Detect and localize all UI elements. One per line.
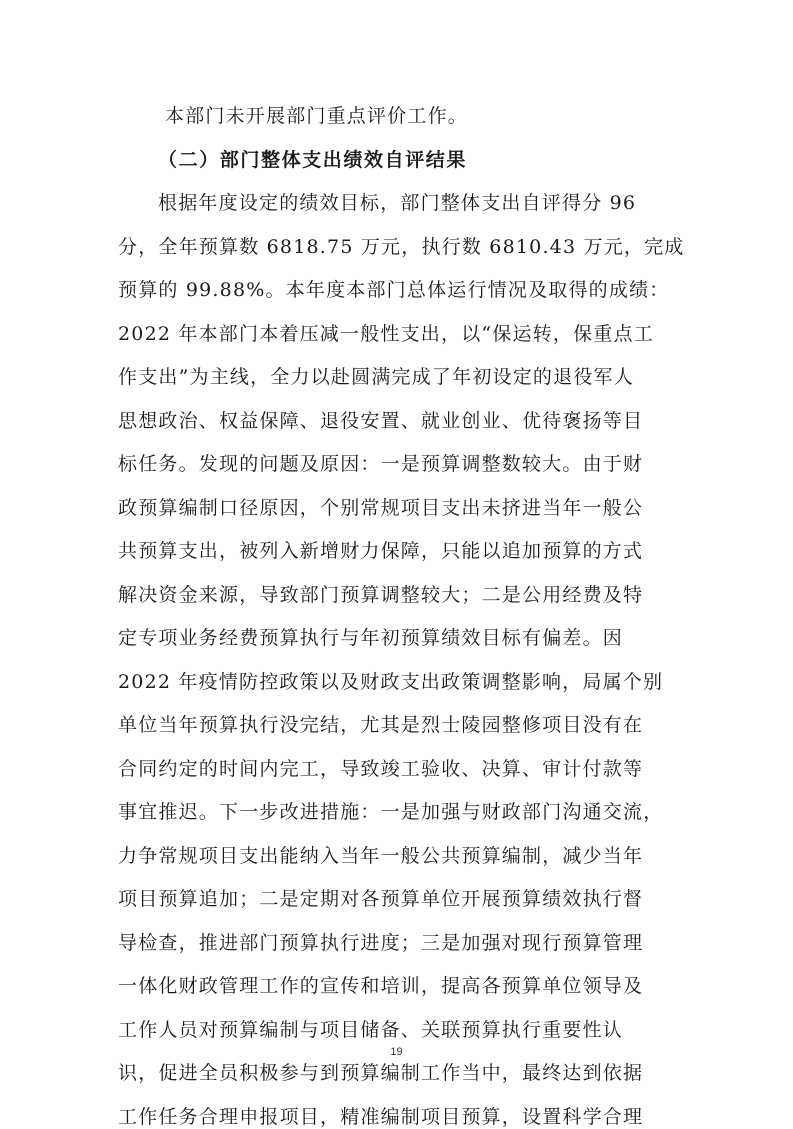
paragraph-line: 预算的 99.88%。本年度本部门总体运行情况及取得的成绩：	[118, 279, 670, 301]
paragraph-line: 一体化财政管理工作的宣传和培训，提高各预算单位领导及	[118, 975, 644, 997]
paragraph-line: 解决资金来源，导致部门预算调整较大；二是公用经费及特	[118, 584, 644, 606]
opening-line: 本部门未开展部门重点评价工作。	[165, 105, 469, 127]
paragraph-line: 分，全年预算数 6818.75 万元，执行数 6810.43 万元，完成	[118, 236, 685, 258]
paragraph-line: 合同约定的时间内完工，导致竣工验收、决算、审计付款等	[118, 758, 644, 780]
paragraph-line: 政预算编制口径原因，个别常规项目支出未挤进当年一般公	[118, 497, 644, 519]
paragraph-line: 定专项业务经费预算执行与年初预算绩效目标有偏差。因	[118, 627, 624, 649]
paragraph-line: 共预算支出，被列入新增财力保障，只能以追加预算的方式	[118, 540, 644, 562]
paragraph-line: 识，促进全员积极参与到预算编制工作当中，最终达到依据	[118, 1062, 644, 1084]
paragraph-line: 事宜推迟。下一步改进措施：一是加强与财政部门沟通交流，	[118, 801, 664, 823]
paragraph-line: 导检查，推进部门预算执行进度；三是加强对现行预算管理	[118, 932, 644, 954]
paragraph-line: 工作任务合理申报项目，精准编制项目预算，设置科学合理	[118, 1106, 644, 1128]
page-number: 19	[390, 1046, 403, 1058]
paragraph-line: 2022 年疫情防控政策以及财政支出政策调整影响，局属个别	[118, 671, 664, 693]
paragraph-line: 2022 年本部门本着压减一般性支出，以“保运转，保重点工	[118, 323, 654, 345]
paragraph-line: 力争常规项目支出能纳入当年一般公共预算编制，减少当年	[118, 845, 644, 867]
paragraph-line: 思想政治、权益保障、退役安置、就业创业、优待褒扬等目	[118, 410, 644, 432]
paragraph-line: 单位当年预算执行没完结，尤其是烈士陵园整修项目没有在	[118, 714, 644, 736]
paragraph-line: 作支出”为主线，全力以赴圆满完成了年初设定的退役军人	[118, 366, 634, 388]
paragraph-line: 工作人员对预算编制与项目储备、关联预算执行重要性认	[118, 1019, 624, 1041]
paragraph-line: 根据年度设定的绩效目标，部门整体支出自评得分 96	[158, 192, 637, 214]
section-heading: （二）部门整体支出绩效自评结果	[158, 149, 468, 171]
paragraph-line: 项目预算追加；二是定期对各预算单位开展预算绩效执行督	[118, 888, 644, 910]
paragraph-line: 标任务。发现的问题及原因：一是预算调整数较大。由于财	[118, 453, 644, 475]
